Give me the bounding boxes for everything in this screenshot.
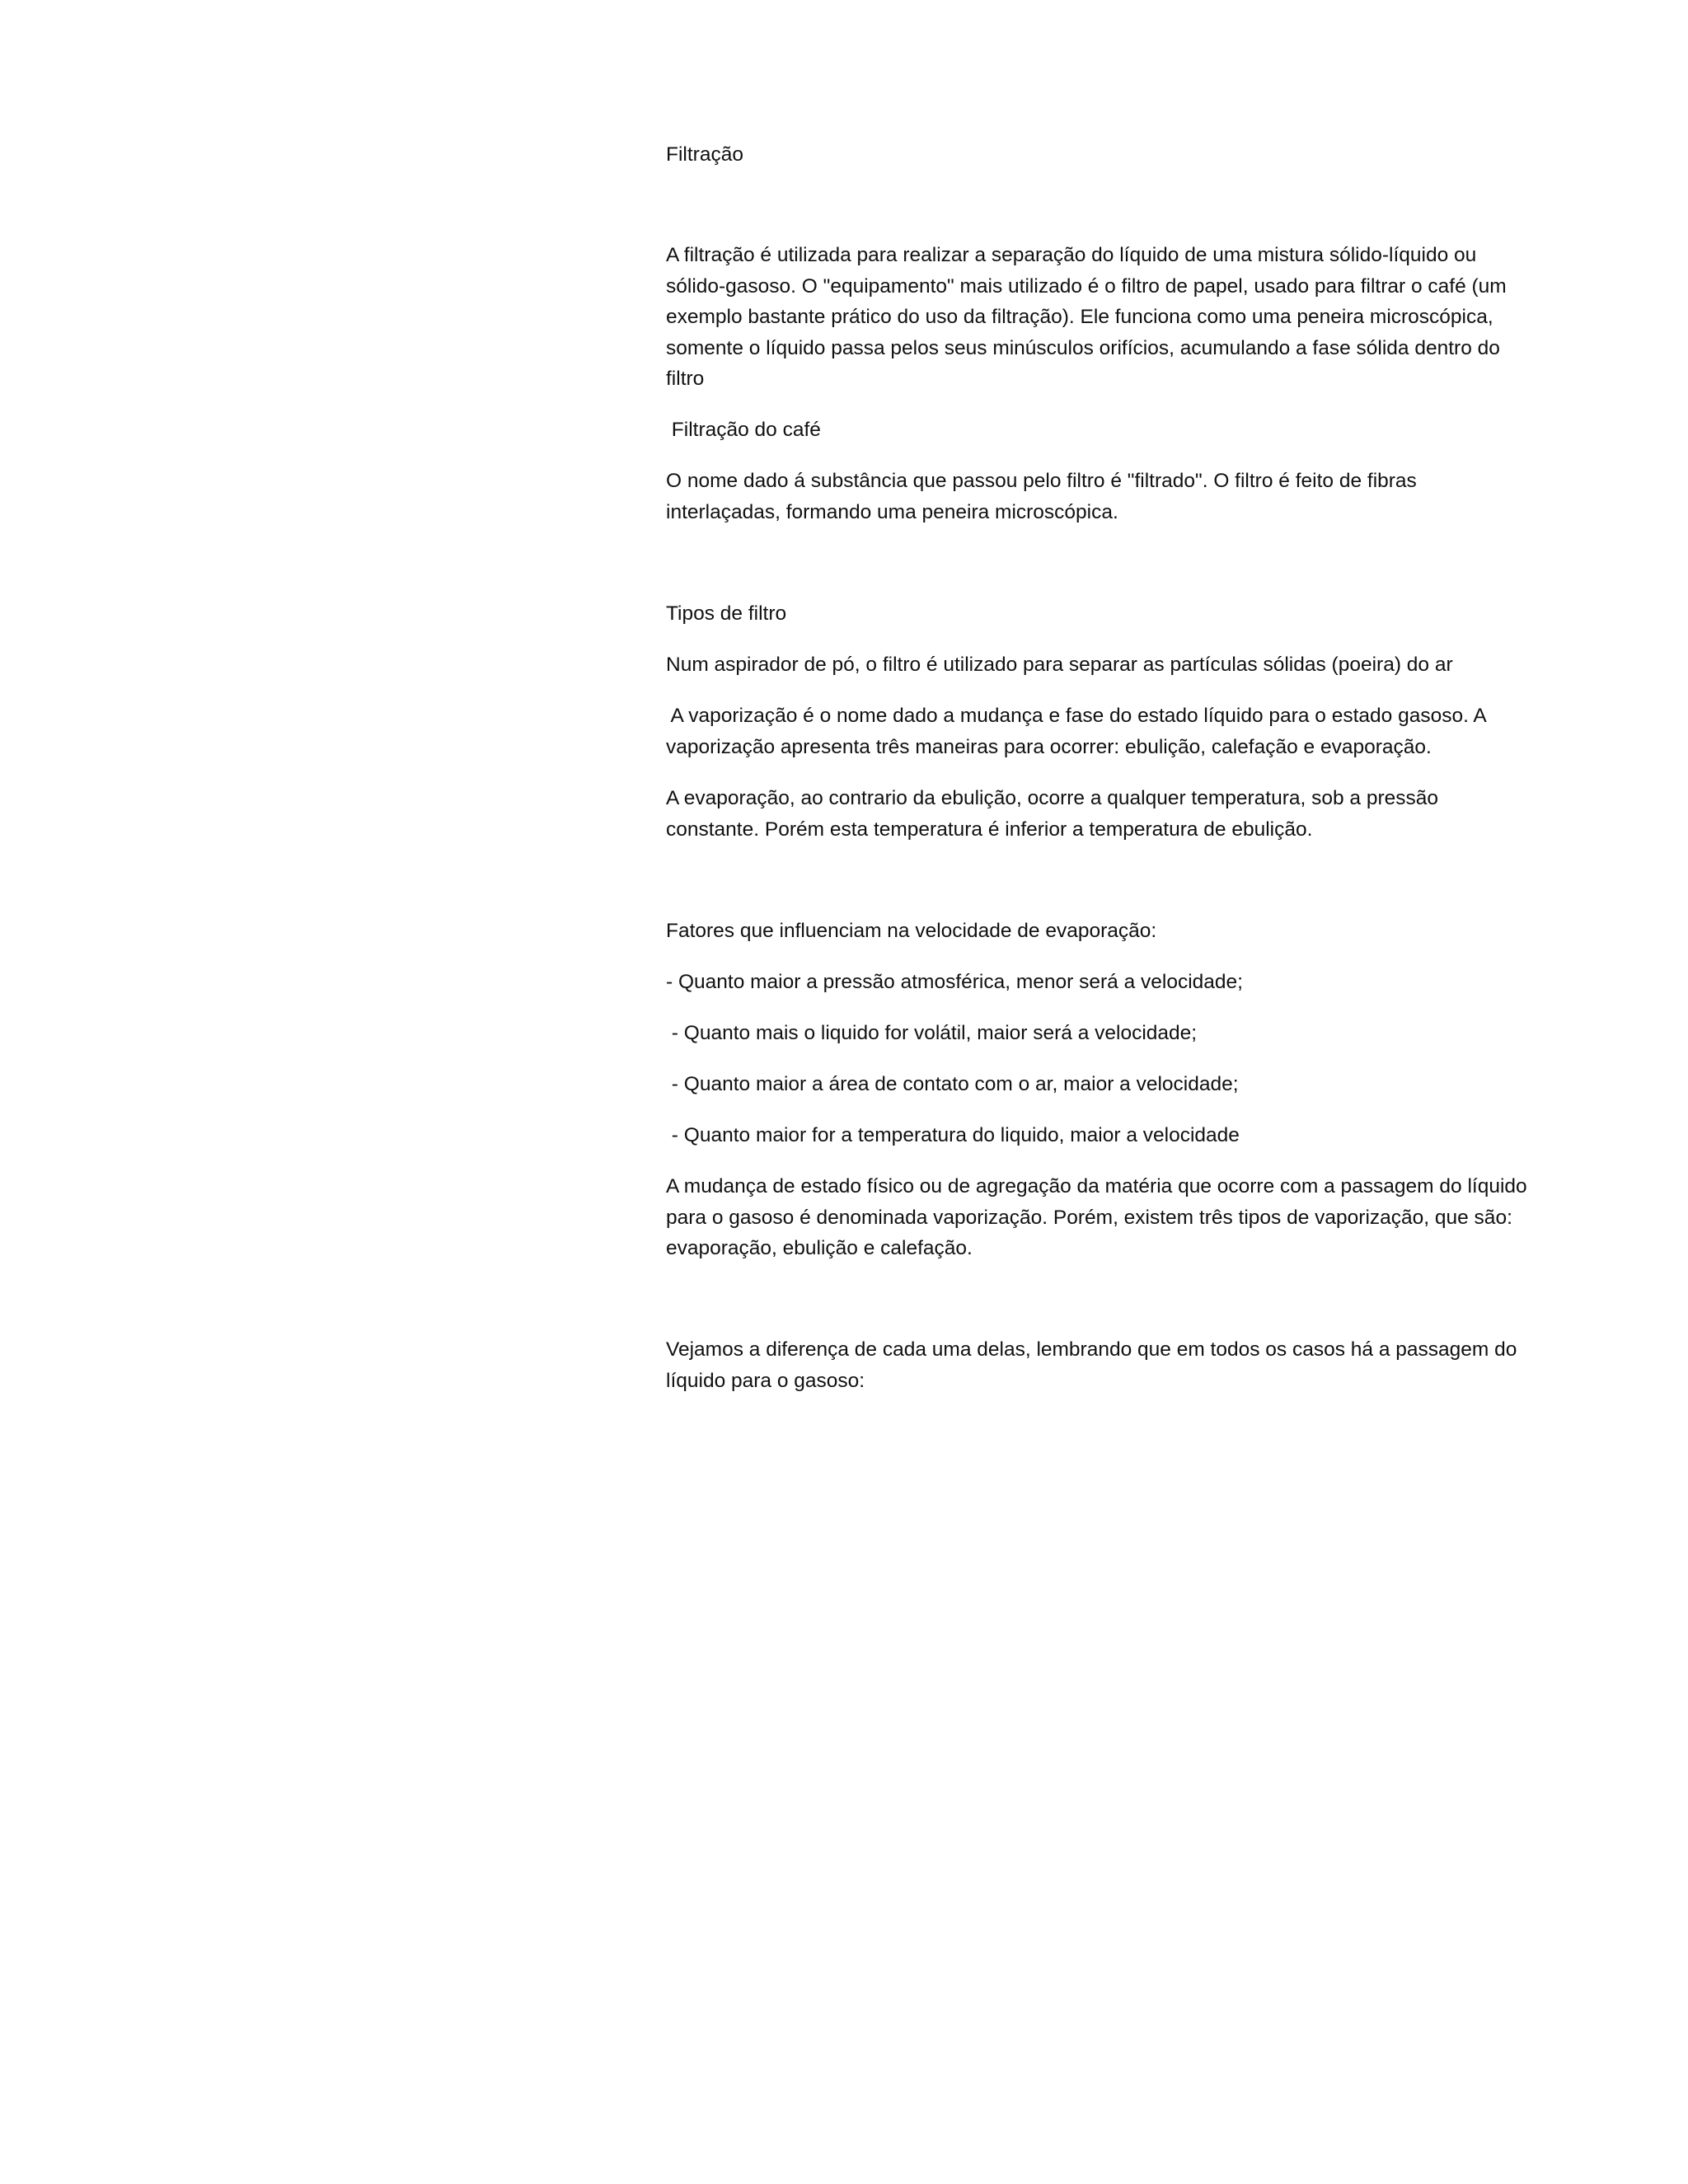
intro-line: filtro — [666, 368, 705, 390]
mudanca-line: evaporação, ebulição e calefação. — [666, 1237, 973, 1259]
intro-line: sólido-gasoso. O "equipamento" mais utilizado é o filtro de papel, usado para filtrar o café (um — [666, 275, 1507, 298]
vejamos-line: líquido para o gasoso: — [666, 1370, 865, 1392]
vaporizacao-line: A vaporização é o nome dado a mudança e fase do estado líquido para o estado gasoso. A — [666, 705, 1487, 727]
filtrado-line: O nome dado á substância que passou pelo filtro é "filtrado". O filtro é feito de fibras — [666, 470, 1417, 492]
filtrado-line: interlaçadas, formando uma peneira microscópica. — [666, 501, 1118, 523]
fator-item: - Quanto maior a área de contato com o ar, maior a velocidade; — [666, 1073, 1239, 1095]
intro-line: exemplo bastante prático do uso da filtração). Ele funciona como uma peneira microscópica, — [666, 306, 1493, 328]
tipos-heading: Tipos de filtro — [666, 602, 787, 625]
vaporizacao-line: vaporização apresenta três maneiras para ocorrer: ebulição, calefação e evaporação. — [666, 736, 1432, 758]
vejamos-line: Vejamos a diferença de cada uma delas, lembrando que em todos os casos há a passagem do — [666, 1338, 1517, 1361]
fator-item: - Quanto maior a pressão atmosférica, menor será a velocidade; — [666, 971, 1243, 993]
intro-line: somente o líquido passa pelos seus minúsculos orifícios, acumulando a fase sólida dentro do — [666, 337, 1500, 359]
mudanca-line: para o gasoso é denominada vaporização. Porém, existem três tipos de vaporização, que são: — [666, 1207, 1512, 1229]
intro-line: A filtração é utilizada para realizar a separação do líquido de uma mistura sólido-líquido ou — [666, 244, 1477, 266]
aspirador-paragraph: Num aspirador de pó, o filtro é utilizado para separar as partículas sólidas (poeira) do ar — [666, 654, 1453, 676]
evaporacao-line: A evaporação, ao contrario da ebulição, ocorre a qualquer temperatura, sob a pressão — [666, 787, 1439, 809]
mudanca-line: A mudança de estado físico ou de agregação da matéria que ocorre com a passagem do líquido — [666, 1175, 1527, 1197]
evaporacao-line: constante. Porém esta temperatura é inferior a temperatura de ebulição. — [666, 818, 1313, 841]
fatores-heading: Fatores que influenciam na velocidade de evaporação: — [666, 920, 1157, 942]
fator-item: - Quanto maior for a temperatura do liquido, maior a velocidade — [666, 1124, 1240, 1146]
fator-item: - Quanto mais o liquido for volátil, maior será a velocidade; — [666, 1022, 1198, 1044]
cafe-caption: Filtração do café — [666, 419, 821, 441]
document-title: Filtração — [666, 143, 743, 166]
